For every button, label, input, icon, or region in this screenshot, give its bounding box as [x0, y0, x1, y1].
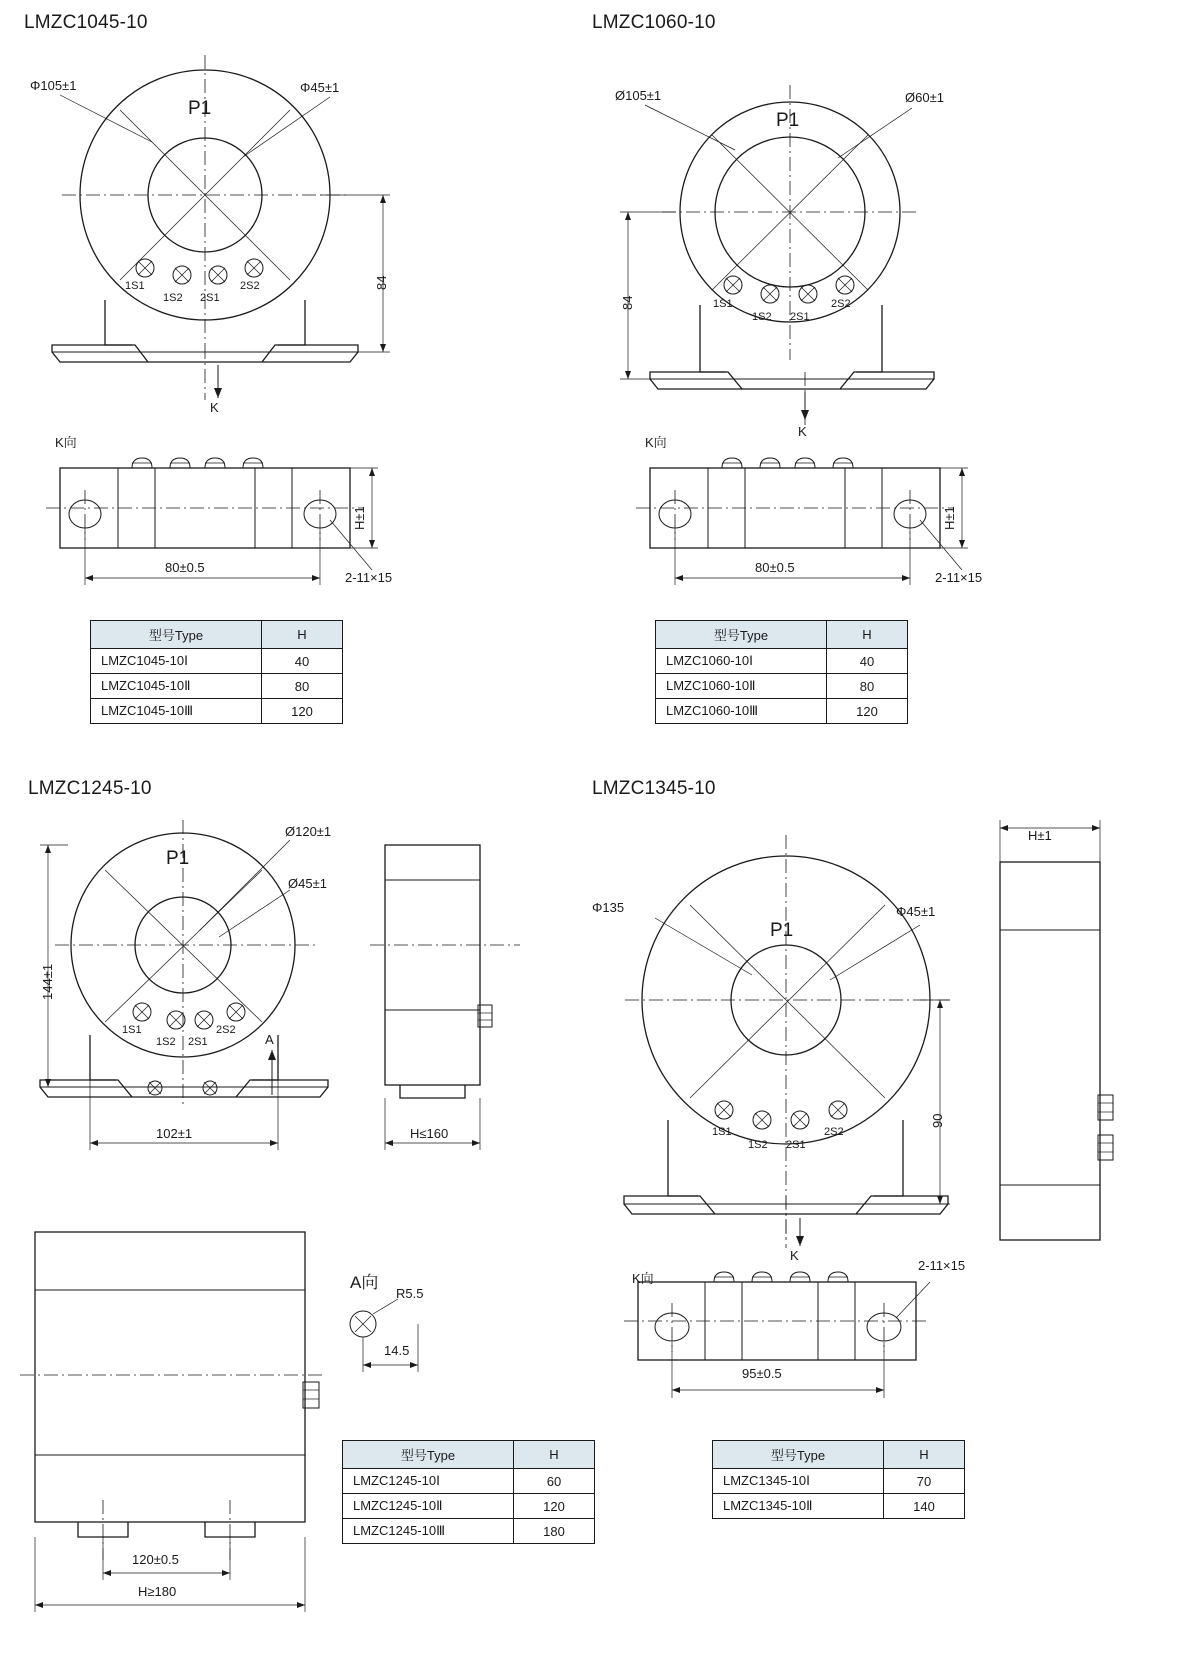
table2-header-type: 型号Type — [656, 621, 827, 649]
label-width-2: 80±0.5 — [755, 560, 795, 575]
spec-table-2 — [655, 620, 908, 724]
table3-r2-h: 180 — [514, 1519, 595, 1544]
label-terminal-2s1-1: 2S1 — [200, 292, 220, 304]
label-p1-4: P1 — [770, 920, 794, 941]
table4-header-type: 型号Type — [713, 1441, 884, 1469]
table2-header-h: H — [827, 621, 908, 649]
spec-table-3 — [342, 1440, 595, 1544]
drawing-lmzc1245-aview — [350, 1299, 418, 1372]
label-height-1: 84 — [374, 275, 389, 290]
label-height-4: 90 — [930, 1113, 945, 1128]
label-terminal-1s1-2: 1S1 — [713, 298, 733, 310]
table4-r0-type: LMZC1345-10Ⅰ — [713, 1469, 884, 1494]
table2-r1-h: 80 — [827, 674, 908, 699]
table1-r1-h: 80 — [262, 674, 343, 699]
section-title-2: LMZC1060-10 — [592, 12, 716, 33]
table3-r0-type: LMZC1245-10Ⅰ — [343, 1469, 514, 1494]
label-a-arrow-3: A — [265, 1032, 274, 1047]
label-inner-dia-4: Φ45±1 — [896, 904, 936, 919]
table1-r0-h: 40 — [262, 649, 343, 674]
table1-r0-type: LMZC1045-10Ⅰ — [91, 649, 262, 674]
label-terminal-1s2-4: 1S2 — [748, 1139, 768, 1151]
table-row — [91, 674, 343, 699]
table-row — [343, 1469, 595, 1494]
label-outer-dia-1: Φ105±1 — [30, 78, 77, 93]
spec-table-1 — [90, 620, 343, 724]
label-p1-3: P1 — [166, 848, 190, 869]
label-terminal-2s2-1: 2S2 — [240, 280, 260, 292]
table3-r1-h: 120 — [514, 1494, 595, 1519]
label-radius-3: R5.5 — [396, 1286, 424, 1301]
label-inner-dia-3: Ø45±1 — [288, 876, 327, 891]
drawing-lmzc1345-front — [624, 835, 950, 1248]
label-slot-1: 2-11×15 — [345, 570, 393, 585]
table2-r2-h: 120 — [827, 699, 908, 724]
drawing-lmzc1345-side — [1000, 820, 1113, 1240]
drawing-lmzc1060-kview — [636, 458, 968, 585]
drawing-lmzc1245-side — [370, 845, 520, 1150]
label-terminal-2s2-2: 2S2 — [831, 298, 851, 310]
label-hole-dim-3: 14.5 — [384, 1343, 410, 1358]
label-slot-2: 2-11×15 — [935, 570, 983, 585]
label-outer-dia-2: Ø105±1 — [615, 88, 662, 103]
table3-header-type: 型号Type — [343, 1441, 514, 1469]
section-title-3: LMZC1245-10 — [28, 778, 152, 799]
label-width-1: 80±0.5 — [165, 560, 205, 575]
section-title-4: LMZC1345-10 — [592, 778, 716, 799]
label-inner-dia-2: Ø60±1 — [905, 90, 944, 105]
drawing-lmzc1045-kview — [46, 458, 378, 585]
table4-r0-h: 70 — [884, 1469, 965, 1494]
label-terminal-1s2-3: 1S2 — [156, 1036, 176, 1048]
label-terminal-1s2-1: 1S2 — [163, 292, 183, 304]
table-row — [656, 699, 908, 724]
table-row — [343, 1519, 595, 1544]
table-row — [343, 1494, 595, 1519]
table1-r2-type: LMZC1045-10Ⅲ — [91, 699, 262, 724]
label-inner-dia-1: Φ45±1 — [300, 80, 340, 95]
label-height-3: 144±1 — [40, 963, 55, 1000]
drawing-lmzc1060-front — [620, 85, 934, 425]
label-terminal-2s1-3: 2S1 — [188, 1036, 208, 1048]
table1-r1-type: LMZC1045-10Ⅱ — [91, 674, 262, 699]
label-terminal-1s1-3: 1S1 — [122, 1024, 142, 1036]
label-a-view-3: A向 — [350, 1273, 379, 1292]
table1-header-type: 型号Type — [91, 621, 262, 649]
label-width-4: 95±0.5 — [742, 1366, 782, 1381]
label-k-view-2: K向 — [645, 435, 667, 450]
table4-r1-type: LMZC1345-10Ⅱ — [713, 1494, 884, 1519]
table1-r2-h: 120 — [262, 699, 343, 724]
label-terminal-2s2-3: 2S2 — [216, 1024, 236, 1036]
label-outer-dia-3: Ø120±1 — [285, 824, 332, 839]
label-outer-dia-4: Φ135 — [592, 900, 625, 915]
label-h-dim-2: H±1 — [942, 506, 957, 530]
section-title-1: LMZC1045-10 — [24, 12, 148, 33]
table3-header-h: H — [514, 1441, 595, 1469]
table2-r2-type: LMZC1060-10Ⅲ — [656, 699, 827, 724]
label-terminal-1s1-4: 1S1 — [712, 1126, 732, 1138]
label-bottom-width-3: 120±0.5 — [132, 1552, 179, 1567]
label-terminal-2s1-2: 2S1 — [790, 311, 810, 323]
table1-header-h: H — [262, 621, 343, 649]
label-p1-1: P1 — [188, 98, 212, 119]
table3-r1-type: LMZC1245-10Ⅱ — [343, 1494, 514, 1519]
table-row — [91, 649, 343, 674]
table4-header-h: H — [884, 1441, 965, 1469]
label-terminal-1s1-1: 1S1 — [125, 280, 145, 292]
table-row — [656, 674, 908, 699]
drawing-lmzc1045-front — [52, 55, 390, 400]
label-k-view-1: K向 — [55, 435, 77, 450]
label-terminal-2s1-4: 2S1 — [786, 1139, 806, 1151]
label-slot-4: 2-11×15 — [918, 1258, 966, 1273]
label-side-h-3: H≤160 — [410, 1126, 449, 1141]
label-terminal-1s2-2: 1S2 — [752, 311, 772, 323]
spec-table-4 — [712, 1440, 965, 1519]
table-row — [713, 1469, 965, 1494]
label-terminal-2s2-4: 2S2 — [824, 1126, 844, 1138]
label-height-2: 84 — [620, 295, 635, 310]
table3-r0-h: 60 — [514, 1469, 595, 1494]
label-h-dim-4: H±1 — [1028, 828, 1052, 843]
table2-r0-type: LMZC1060-10Ⅰ — [656, 649, 827, 674]
table2-r1-type: LMZC1060-10Ⅱ — [656, 674, 827, 699]
label-h-dim-1: H±1 — [352, 506, 367, 530]
label-bottom-h-3: H≥180 — [138, 1584, 177, 1599]
label-k-arrow-4: K — [790, 1248, 799, 1263]
table2-r0-h: 40 — [827, 649, 908, 674]
table3-r2-type: LMZC1245-10Ⅲ — [343, 1519, 514, 1544]
label-k-arrow-2: K — [798, 424, 807, 439]
label-k-arrow-1: K — [210, 400, 219, 415]
label-k-view-4: K向 — [632, 1271, 654, 1286]
table-row — [713, 1494, 965, 1519]
label-base-width-3: 102±1 — [156, 1126, 193, 1141]
table-row — [656, 649, 908, 674]
table4-r1-h: 140 — [884, 1494, 965, 1519]
table-row — [91, 699, 343, 724]
label-p1-2: P1 — [776, 110, 800, 131]
